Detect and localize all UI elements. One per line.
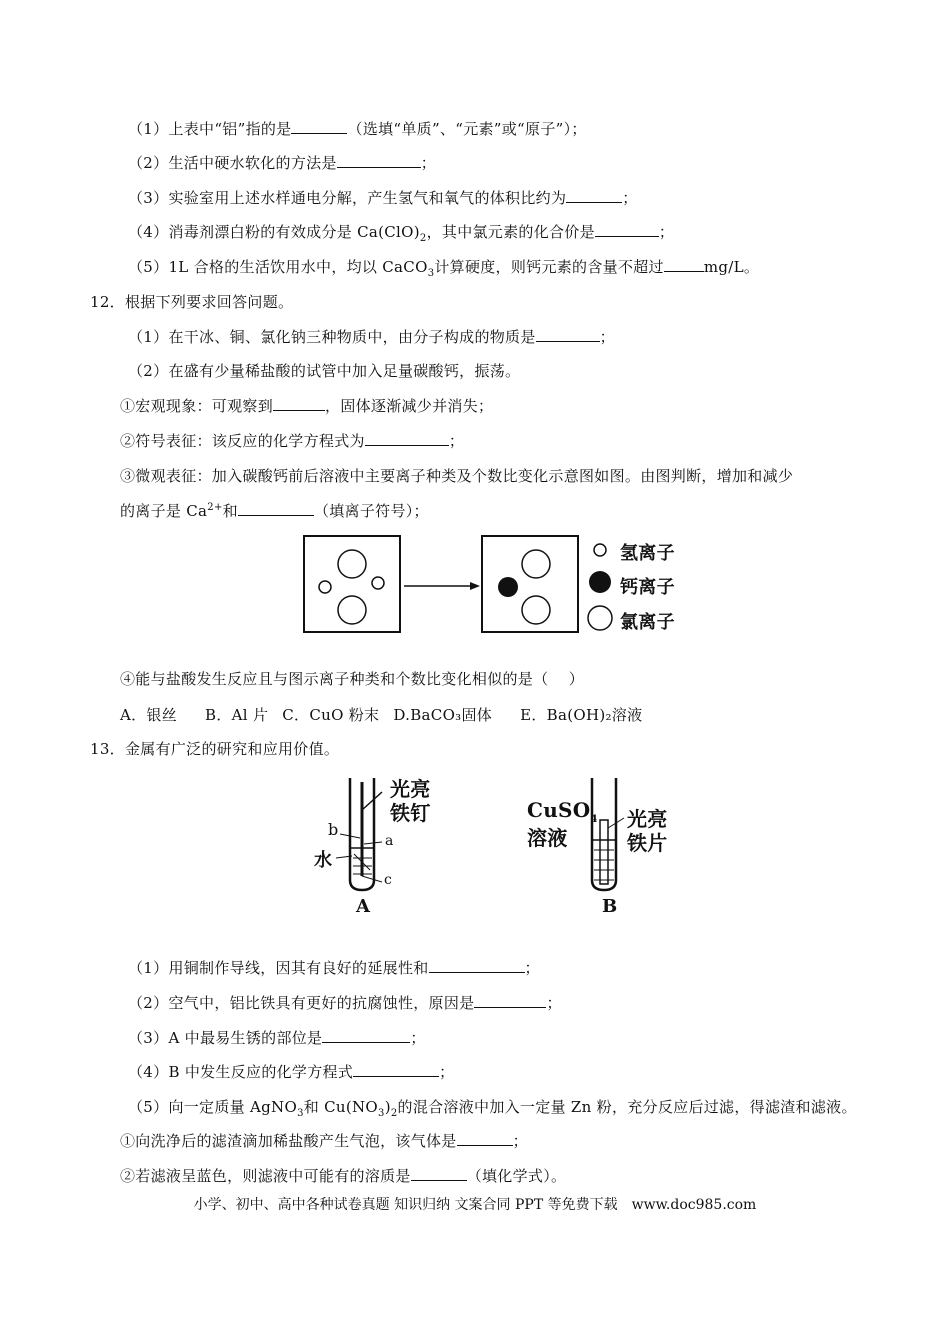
q13-part5: （5）向一定质量 AgNO$_3$和 $Cu(NO_3)_2$的混合溶液中加入一定量 Zn 粉，充分反应后过滤，得滤渣和滤液。 <box>128 1098 857 1119</box>
iron-sheet <box>600 820 608 884</box>
q13-part3: （3）A 中最易生锈的部位是 ； <box>128 1029 426 1047</box>
q13-sub2: ②若滤液呈蓝色，则滤液中可能有的溶质是 （填化学式）。 <box>120 1167 567 1185</box>
arrow-head <box>470 582 480 590</box>
q11-part5: （5）1L 合格的生活饮用水中，均以 CaCO$_3$计算硬度，则钙元素的含量不超过 mg/L。 <box>128 258 760 279</box>
chloride-ion <box>522 550 550 578</box>
q11-part1: （1）上表中“铝”指的是 （选填“单质”、“元素”或“原子”）； <box>128 120 587 138</box>
chloride-ion <box>338 596 366 624</box>
tube-a-label-top1: 光亮 <box>390 777 431 801</box>
tube-a-label-c: c <box>384 872 393 888</box>
q12-sub2: ②符号表征：该反应的化学方程式为 ； <box>120 432 465 450</box>
tube-a-label-water: 水 <box>314 850 333 871</box>
legend-chloride-icon <box>588 606 612 630</box>
hydrogen-ion <box>372 577 384 589</box>
tube-b-label: B <box>602 896 618 917</box>
after-box <box>482 536 578 632</box>
q11-part3: （3）实验室用上述水样通电分解，产生氢气和氧气的体积比约为 ； <box>128 189 638 207</box>
tube-a-label: A <box>356 896 371 917</box>
legend-chloride-label: 氯离子 <box>620 612 675 633</box>
answer-blank[interactable] <box>365 431 449 446</box>
q13-sub1: ①向洗净后的滤渣滴加稀盐酸产生气泡，该气体是 ； <box>120 1132 528 1150</box>
tube-a-label-b: b <box>328 820 339 839</box>
q13-part4: （4）B 中发生反应的化学方程式 ； <box>128 1063 455 1081</box>
answer-blank[interactable] <box>457 1131 513 1146</box>
answer-blank[interactable] <box>474 993 546 1008</box>
answer-blank[interactable] <box>273 396 325 411</box>
calcium-ion <box>498 577 518 597</box>
answer-blank[interactable] <box>353 1062 439 1077</box>
tube-b-label-right2: 铁片 <box>627 831 668 855</box>
q12-title: 12．根据下列要求回答问题。 <box>90 293 294 311</box>
q13-title: 13．金属有广泛的研究和应用价值。 <box>90 740 340 758</box>
answer-blank[interactable] <box>566 188 622 203</box>
legend-hydrogen-icon <box>594 544 606 556</box>
answer-blank[interactable] <box>664 257 704 272</box>
q12-part2: （2）在盛有少量稀盐酸的试管中加入足量碳酸钙，振荡。 <box>128 362 521 380</box>
q13-part2: （2）空气中，铝比铁具有更好的抗腐蚀性，原因是 ； <box>128 994 562 1012</box>
answer-blank[interactable] <box>322 1028 410 1043</box>
answer-blank[interactable] <box>291 119 347 134</box>
tube-b-label-left2: 溶液 <box>527 826 568 850</box>
choice-b[interactable]: B．Al 片 <box>205 706 269 724</box>
legend-hydrogen-label: 氢离子 <box>620 543 675 564</box>
chloride-ion <box>338 550 366 578</box>
q12-part1: （1）在干冰、铜、氯化钠三种物质中，由分子构成的物质是 ； <box>128 328 615 346</box>
answer-blank[interactable] <box>337 153 421 168</box>
q12-sub1: ①宏观现象：可观察到 ，固体逐渐减少并消失； <box>120 397 494 415</box>
hydrogen-ion <box>319 581 331 593</box>
answer-blank[interactable] <box>429 958 525 973</box>
q12-choices <box>120 704 670 725</box>
q13-part1: （1）用铜制作导线，因其有良好的延展性和 ； <box>128 959 540 977</box>
answer-blank[interactable] <box>536 327 600 342</box>
tube-b-label-left1: CuSO$_4$ <box>527 798 598 825</box>
answer-blank[interactable] <box>238 501 314 516</box>
legend-calcium-label: 钙离子 <box>620 577 675 598</box>
answer-blank[interactable] <box>411 1166 467 1181</box>
choice-a[interactable]: A．银丝 <box>120 706 178 724</box>
q12-sub4: ④能与盐酸发生反应且与图示离子种类和个数比变化相似的是（ ） <box>120 670 585 688</box>
q12-sub3-cont: 的离子是 $Ca^{2+}$和 （填离子符号）； <box>120 502 429 520</box>
legend-calcium-icon <box>589 571 611 593</box>
tube-a-label-top2: 铁钉 <box>390 801 431 825</box>
q11-part4: （4）消毒剂漂白粉的有效成分是 $Ca(ClO)_2$，其中氯元素的化合价是 ； <box>128 223 675 244</box>
choice-c[interactable]: C．CuO 粉末 <box>282 706 380 724</box>
test-tube-b <box>592 778 616 890</box>
page-footer: 小学、初中、高中各种试卷真题 知识归纳 文案合同 PPT 等免费下载 www.doc985.com <box>193 1197 757 1213</box>
tube-a-label-a: a <box>385 833 394 849</box>
choice-e[interactable]: E．Ba(OH)₂溶液 <box>520 706 643 724</box>
tube-b-label-right1: 光亮 <box>627 807 668 831</box>
q11-part2: （2）生活中硬水软化的方法是 ； <box>128 154 437 172</box>
choice-d[interactable]: D.BaCO₃固体 <box>393 706 493 724</box>
answer-blank[interactable] <box>595 222 659 237</box>
chloride-ion <box>522 596 550 624</box>
q12-sub3: ③微观表征：加入碳酸钙前后溶液中主要离子种类及个数比变化示意图如图。由图判断，增加和减少 <box>120 467 794 485</box>
